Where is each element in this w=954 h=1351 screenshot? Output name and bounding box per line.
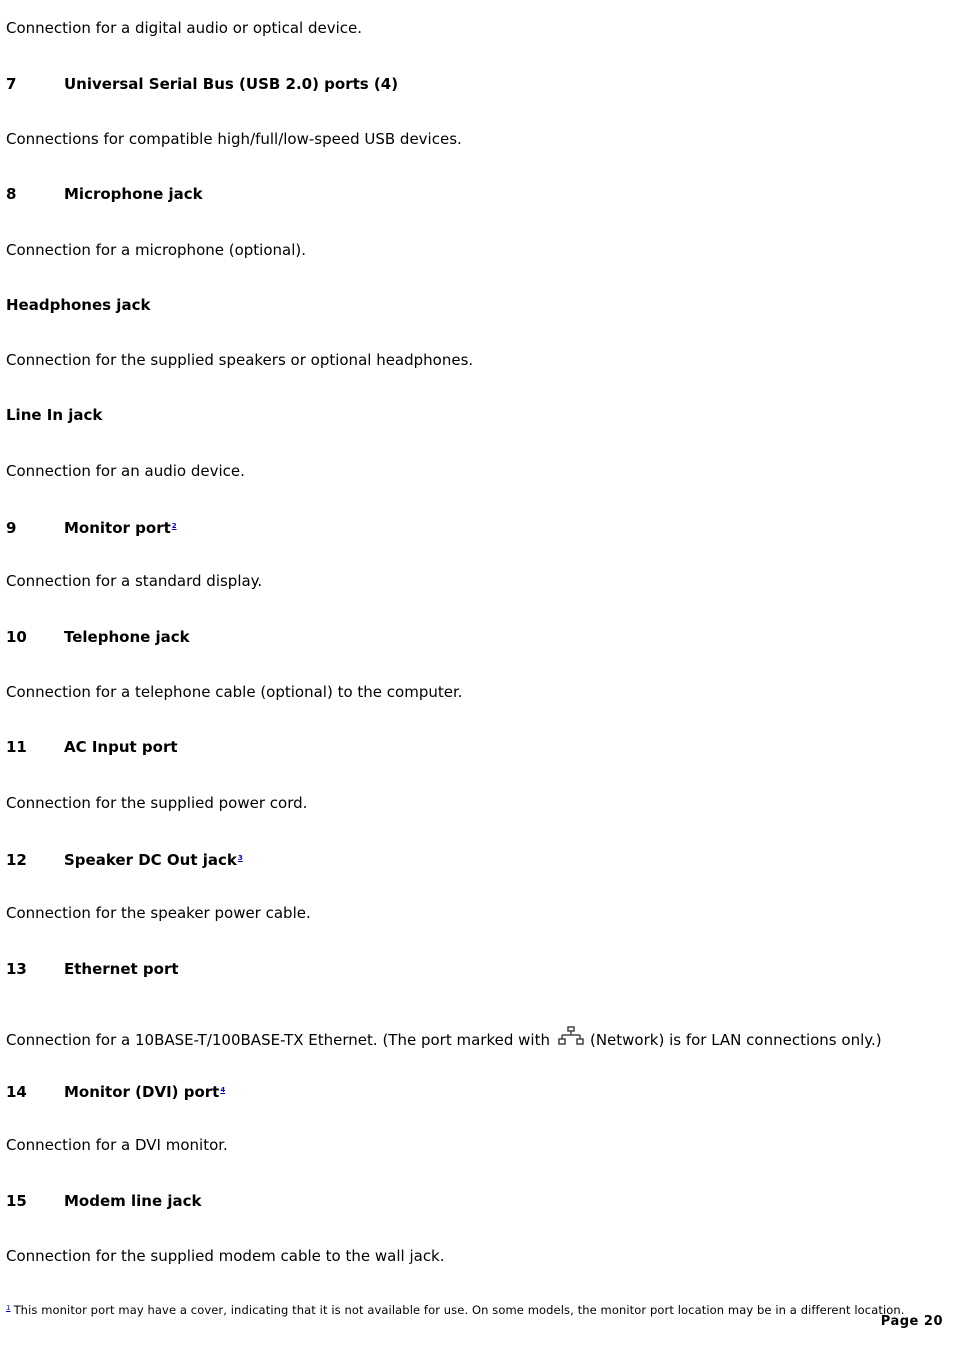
body-text: Connection for a microphone (optional). [6, 241, 307, 259]
body-text: Connection for an audio device. [6, 462, 245, 480]
heading-speaker-dc-out-jack [6, 849, 243, 869]
network-icon [558, 1026, 584, 1048]
item-label: Monitor (DVI) port [64, 1083, 220, 1101]
body-text: Connections for compatible high/full/low-speed USB devices. [6, 130, 462, 148]
item-number: 12 [6, 851, 27, 869]
heading-monitor-port [6, 517, 177, 537]
item-label: Telephone jack [64, 628, 190, 646]
footnote-text: This monitor port may have a cover, indicating that it is not available for use. On some models, the monitor port location may be in a different location. [13, 1303, 905, 1317]
body-text: Connection for the supplied speakers or optional headphones. [6, 351, 474, 369]
body-text: Connection for the supplied modem cable to the wall jack. [6, 1247, 445, 1265]
item-label: Universal Serial Bus (USB 2.0) ports (4) [64, 75, 399, 93]
heading-line-in-jack: Line In jack [6, 406, 103, 424]
page-number: Page 20 [880, 1314, 943, 1329]
body-text: Connection for a DVI monitor. [6, 1136, 228, 1154]
item-number: 13 [6, 960, 27, 978]
item-number: 11 [6, 738, 27, 756]
item-number: 15 [6, 1192, 27, 1210]
heading-modem-line-jack [6, 1192, 201, 1210]
footnote-mark-1[interactable]: 1 [6, 1304, 11, 1312]
item-label: Ethernet port [64, 960, 179, 978]
item-number: 8 [6, 185, 17, 203]
item-number: 9 [6, 519, 17, 537]
body-text: Connection for a standard display. [6, 572, 263, 590]
heading-ac-input-port [6, 738, 178, 756]
body-text: Connection for a telephone cable (optional) to the computer. [6, 683, 463, 701]
heading-usb-ports [6, 75, 398, 93]
heading-monitor-dvi-port [6, 1081, 225, 1101]
heading-telephone-jack [6, 628, 190, 646]
heading-microphone-jack [6, 185, 203, 203]
item-label: Speaker DC Out jack [64, 851, 237, 869]
text-before-icon: Connection for a 10BASE-T/100BASE-TX Ethernet. (The port marked with [6, 1031, 550, 1049]
text-after-icon: (Network) is for LAN connections only.) [589, 1031, 882, 1049]
footnote-link-3[interactable]: 3 [237, 854, 243, 862]
footnote-link-2[interactable]: 2 [171, 522, 177, 530]
item-number: 10 [6, 628, 27, 646]
body-text: Connection for a digital audio or optical device. [6, 19, 362, 37]
body-text: Connection for the speaker power cable. [6, 904, 311, 922]
item-label: AC Input port [64, 738, 178, 756]
item-label: Monitor port [64, 519, 171, 537]
item-label: Modem line jack [64, 1192, 202, 1210]
footnote [6, 1301, 905, 1317]
item-number: 7 [6, 75, 17, 93]
body-text: Connection for the supplied power cord. [6, 794, 308, 812]
item-label: Microphone jack [64, 185, 203, 203]
footnote-link-4[interactable]: 4 [220, 1086, 226, 1094]
body-text-ethernet [6, 1026, 882, 1049]
heading-headphones-jack: Headphones jack [6, 296, 151, 314]
item-number: 14 [6, 1083, 27, 1101]
heading-ethernet-port [6, 960, 179, 978]
